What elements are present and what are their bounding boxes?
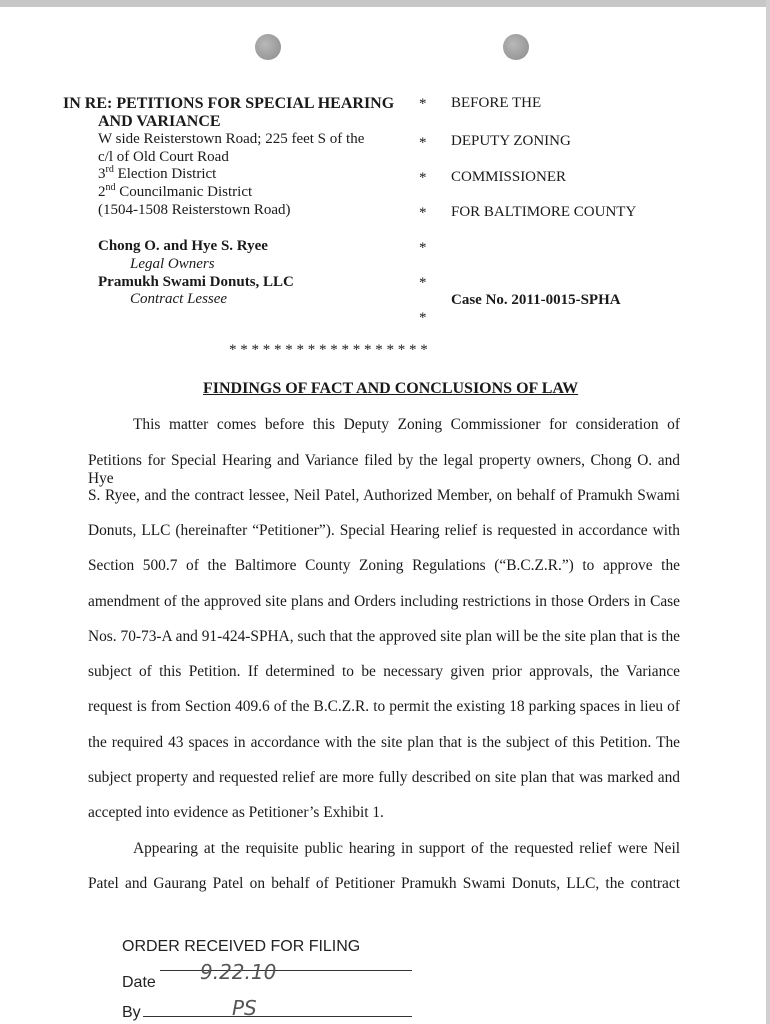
body-line: the required 43 spaces in accordance with the site plan that is the subject of this Petition. The (88, 734, 680, 751)
caption-star: * (419, 310, 427, 326)
body-line: Donuts, LLC (hereinafter “Petitioner”). Special Hearing relief is requested in accordance with (88, 522, 680, 539)
caption-title-line2: AND VARIANCE (98, 113, 221, 130)
caption-location-line2: c/l of Old Court Road (98, 149, 229, 165)
caption-star: * (419, 96, 427, 112)
caption-star: * (419, 205, 427, 221)
body-line: Section 500.7 of the Baltimore County Zoning Regulations (“B.C.Z.R.”) to approve the (88, 557, 680, 574)
caption-tribunal-line1: BEFORE THE (451, 95, 542, 111)
body-line: subject of this Petition. If determined to be necessary given prior approvals, the Variance (88, 663, 680, 680)
stamp-by-label: By (122, 1004, 141, 1021)
punch-hole-left (255, 34, 281, 60)
body-line: Patel and Gaurang Patel on behalf of Petitioner Pramukh Swami Donuts, LLC, the contract (88, 875, 680, 892)
caption-lessee: Pramukh Swami Donuts, LLC (98, 274, 294, 290)
body-line: subject property and requested relief are more fully described on site plan that was marked and (88, 769, 680, 786)
body-line: S. Ryee, and the contract lessee, Neil Patel, Authorized Member, on behalf of Pramukh Swami (88, 487, 680, 504)
caption-owners: Chong O. and Hye S. Ryee (98, 238, 268, 254)
case-number: Case No. 2011-0015-SPHA (451, 292, 621, 308)
caption-address: (1504-1508 Reisterstown Road) (98, 202, 291, 218)
caption-star: * (419, 170, 427, 186)
punch-hole-right (503, 34, 529, 60)
body-line: Nos. 70-73-A and 91-424-SPHA, such that the approved site plan will be the site plan that is the (88, 628, 681, 645)
document-heading: FINDINGS OF FACT AND CONCLUSIONS OF LAW (203, 380, 579, 397)
caption-title-line1: IN RE: PETITIONS FOR SPECIAL HEARING (63, 95, 395, 112)
caption-councilmanic-district: 2nd Councilmanic District (98, 182, 253, 200)
body-line: Appearing at the requisite public hearing in support of the requested relief were Neil (133, 840, 680, 857)
caption-election-district: 3rd Election District (98, 164, 217, 182)
caption-tribunal-line2: DEPUTY ZONING (451, 133, 571, 149)
caption-star: * (419, 275, 427, 291)
caption-star: * (419, 135, 427, 151)
stamp-by-value: PS (232, 996, 257, 1020)
body-line: request is from Section 409.6 of the B.C.Z.R. to permit the existing 18 parking spaces in lieu of (88, 698, 680, 715)
caption-tribunal-line3: COMMISSIONER (451, 169, 567, 185)
stamp-title: ORDER RECEIVED FOR FILING (122, 938, 361, 955)
caption-owners-role: Legal Owners (130, 256, 215, 272)
stamp-by-line (143, 1016, 412, 1017)
caption-tribunal-line4: FOR BALTIMORE COUNTY (451, 204, 637, 220)
caption-star: * (419, 240, 427, 256)
scan-edge-right (766, 0, 770, 1024)
body-line: accepted into evidence as Petitioner’s Exhibit 1. (88, 804, 384, 821)
scan-edge-top (0, 0, 770, 7)
body-line: amendment of the approved site plans and Orders including restrictions in those Orders in Case (88, 593, 680, 610)
stamp-date-value: 9.22.10 (200, 960, 277, 984)
body-line: This matter comes before this Deputy Zoning Commissioner for consideration of (133, 416, 680, 433)
stamp-date-label: Date (122, 974, 156, 991)
body-line: Petitions for Special Hearing and Variance filed by the legal property owners, Chong O. and Hye (88, 452, 680, 487)
stamp-date-line (160, 970, 412, 971)
caption-location-line1: W side Reisterstown Road; 225 feet S of the (98, 131, 365, 147)
caption-lessee-role: Contract Lessee (130, 291, 228, 307)
